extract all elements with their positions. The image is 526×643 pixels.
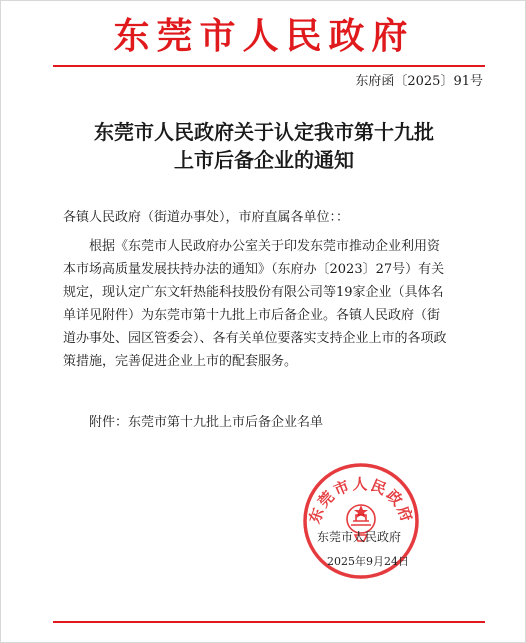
body-line: 单详见附件）为东莞市第十九批上市后备企业。各镇人民政府（街 xyxy=(63,308,441,323)
body-line: 道办事处、园区管委会）、各有关单位要落实支持企业上市的各项政 xyxy=(63,331,447,346)
body-paragraph xyxy=(63,235,473,373)
title-line-2: 上市后备企业的通知 xyxy=(174,148,354,172)
body-line: 规定，现认定广东文轩热能科技股份有限公司等19家企业（具体名 xyxy=(63,285,444,300)
footer-red-rule xyxy=(53,621,485,623)
body-line: 根据《东莞市人民政府办公室关于印发东莞市推动企业利用资 xyxy=(89,239,441,254)
title-line-1: 东莞市人民政府关于认定我市第十九批 xyxy=(94,120,434,144)
salutation: 各镇人民政府（街道办事处），市府直属各单位：： xyxy=(63,210,350,225)
doc-number: 东府函〔2025〕91号 xyxy=(355,74,483,89)
body-line: 策措施，完善促进企业上市的配套服务。 xyxy=(63,354,298,369)
issue-date: 2025年9月24日 xyxy=(327,555,409,568)
attachment-note: 附件：东莞市第十九批上市后备企业名单 xyxy=(89,415,324,430)
org-header: 东莞市人民政府 xyxy=(113,16,415,57)
seal-text: 东莞市人民政府 xyxy=(305,475,417,526)
header-red-rule xyxy=(53,65,485,67)
document-title xyxy=(1,118,526,174)
body-line: 本市场高质量发展扶持办法的通知》（东府办〔2023〕27号）有关 xyxy=(63,262,445,277)
issuer-name: 东莞市人民政府 xyxy=(317,530,402,544)
